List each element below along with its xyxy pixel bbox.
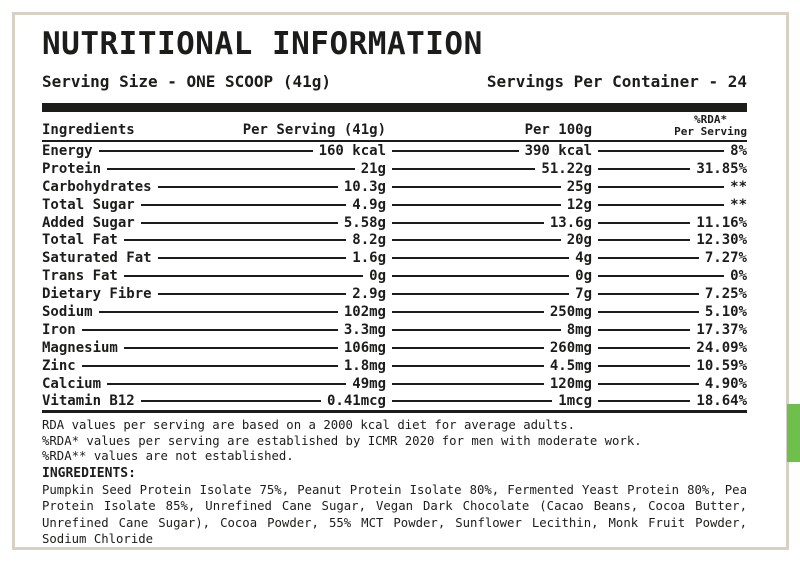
table-row	[42, 392, 747, 410]
table-rows	[42, 142, 747, 410]
table-row	[42, 375, 747, 393]
leader-line	[158, 293, 347, 295]
row-per-100g: 260mg	[549, 339, 592, 356]
leader-line	[141, 222, 338, 224]
row-name: Vitamin B12	[42, 393, 135, 410]
row-per-100g: 8mg	[566, 321, 592, 338]
table-bottom-rule	[42, 410, 747, 413]
row-name: Trans Fat	[42, 268, 118, 285]
leader-line	[99, 311, 338, 313]
leader-line	[598, 257, 699, 259]
row-rda: 11.16%	[696, 214, 747, 231]
leader-line	[124, 239, 346, 241]
leader-line	[158, 186, 338, 188]
leader-line	[392, 168, 535, 170]
row-per-serving: 21g	[360, 160, 386, 177]
leader-line	[598, 150, 724, 152]
row-per-100g: 4.5mg	[549, 357, 592, 374]
ingredients-text: Pumpkin Seed Protein Isolate 75%, Peanut Protein Isolate 80%, Fermented Yeast Protein 80%, Pea Protein Isolate 85%, Unrefined Cane Sugar, Vegan Dark Chocolate (Cacao Beans, Cocoa Butter, Unrefined Cane Sugar), Cocoa Powder, 55% MCT Powder, Sunflower Lecithin, Monk Fruit Powder, Sodium Chloride	[42, 483, 747, 546]
page-title: NUTRITIONAL INFORMATION	[42, 26, 483, 62]
row-per-100g: 20g	[566, 232, 592, 249]
serving-size-text: Serving Size - ONE SCOOP (41g)	[42, 72, 331, 91]
label-frame	[12, 12, 789, 550]
table-row	[42, 231, 747, 249]
table-row	[42, 249, 747, 267]
leader-line	[598, 311, 699, 313]
row-name: Magnesium	[42, 339, 118, 356]
leader-line	[107, 168, 355, 170]
notes	[42, 418, 747, 465]
row-per-serving: 8.2g	[352, 232, 386, 249]
row-name: Protein	[42, 160, 102, 177]
row-rda: 8%	[730, 142, 747, 159]
row-name: Sodium	[42, 303, 93, 320]
leader-line	[598, 400, 690, 402]
row-name: Carbohydrates	[42, 178, 152, 195]
table-row	[42, 339, 747, 357]
leader-line	[598, 383, 699, 385]
row-per-serving: 49mg	[352, 375, 386, 392]
leader-line	[598, 275, 724, 277]
leader-line	[392, 239, 561, 241]
row-name: Calcium	[42, 375, 102, 392]
row-per-serving: 4.9g	[352, 196, 386, 213]
row-per-serving: 10.3g	[343, 178, 386, 195]
table-header	[42, 114, 747, 138]
row-per-serving: 0g	[369, 268, 386, 285]
table-top-bar	[42, 103, 747, 112]
row-rda: 10.59%	[696, 357, 747, 374]
leader-line	[392, 311, 544, 313]
row-rda: **	[730, 196, 747, 213]
row-per-100g: 120mg	[549, 375, 592, 392]
row-name: Saturated Fat	[42, 250, 152, 267]
table-row	[42, 303, 747, 321]
leader-line	[107, 383, 346, 385]
green-accent-tab	[787, 404, 800, 462]
leader-line	[124, 275, 363, 277]
leader-line	[598, 293, 699, 295]
table-row	[42, 160, 747, 178]
header-col-per-100g	[386, 122, 592, 138]
note-line: RDA values per serving are based on a 2000 kcal diet for average adults.	[42, 418, 576, 433]
row-per-100g: 1mcg	[558, 393, 592, 410]
row-per-100g: 0g	[575, 268, 592, 285]
leader-line	[598, 329, 690, 331]
table-row	[42, 214, 747, 232]
serving-row	[42, 72, 747, 91]
row-per-serving: 5.58g	[343, 214, 386, 231]
leader-line	[598, 204, 724, 206]
leader-line	[392, 150, 519, 152]
row-rda: 7.27%	[704, 250, 747, 267]
row-per-100g: 12g	[566, 196, 592, 213]
leader-line	[124, 347, 338, 349]
row-rda: 18.64%	[696, 393, 747, 410]
col-ingredients: Ingredients	[42, 122, 135, 138]
col-rda-line1: %RDA*	[694, 113, 728, 126]
leader-line	[392, 347, 544, 349]
leader-line	[392, 204, 561, 206]
row-per-100g: 25g	[566, 178, 592, 195]
row-name: Total Sugar	[42, 196, 135, 213]
leader-line	[598, 186, 724, 188]
leader-line	[598, 168, 690, 170]
row-per-100g: 51.22g	[541, 160, 592, 177]
leader-line	[99, 150, 313, 152]
row-per-100g: 13.6g	[549, 214, 592, 231]
row-per-serving: 3.3mg	[343, 321, 386, 338]
row-per-serving: 106mg	[343, 339, 386, 356]
leader-line	[392, 383, 544, 385]
row-rda: 7.25%	[704, 286, 747, 303]
col-rda-line2: Per Serving	[674, 125, 747, 138]
row-rda: 4.90%	[704, 375, 747, 392]
row-rda: 12.30%	[696, 232, 747, 249]
leader-line	[141, 204, 347, 206]
row-per-serving: 1.8mg	[343, 357, 386, 374]
leader-line	[598, 365, 690, 367]
row-rda: 24.09%	[696, 339, 747, 356]
leader-line	[392, 275, 569, 277]
col-rda	[674, 114, 747, 138]
leader-line	[392, 186, 561, 188]
row-rda: 31.85%	[696, 160, 747, 177]
table-row	[42, 321, 747, 339]
row-per-serving: 0.41mcg	[326, 393, 386, 410]
row-name: Dietary Fibre	[42, 286, 152, 303]
col-per-100g: Per 100g	[524, 122, 592, 138]
row-rda: **	[730, 178, 747, 195]
leader-line	[598, 239, 690, 241]
row-per-100g: 390 kcal	[524, 142, 592, 159]
row-name: Energy	[42, 142, 93, 159]
header-col-rda	[592, 114, 747, 138]
leader-line	[392, 222, 544, 224]
leader-line	[392, 293, 569, 295]
note-line: %RDA* values per serving are established by ICMR 2020 for men with moderate work.	[42, 433, 642, 448]
row-rda: 0%	[730, 268, 747, 285]
note-line: %RDA** values are not established.	[42, 449, 294, 464]
table-row	[42, 267, 747, 285]
table-row	[42, 285, 747, 303]
leader-line	[82, 329, 338, 331]
row-per-serving: 102mg	[343, 303, 386, 320]
leader-line	[392, 365, 544, 367]
leader-line	[141, 400, 321, 402]
table-row	[42, 142, 747, 160]
ingredients-heading: INGREDIENTS:	[42, 465, 136, 481]
leader-line	[392, 257, 569, 259]
row-per-serving: 160 kcal	[318, 142, 386, 159]
servings-per-container-text: Servings Per Container - 24	[486, 72, 747, 91]
row-per-100g: 250mg	[549, 303, 592, 320]
row-name: Added Sugar	[42, 214, 135, 231]
header-col-left	[42, 122, 386, 138]
row-name: Iron	[42, 321, 76, 338]
row-name: Total Fat	[42, 232, 118, 249]
table-row	[42, 178, 747, 196]
leader-line	[392, 329, 561, 331]
row-name: Zinc	[42, 357, 76, 374]
leader-line	[598, 347, 690, 349]
table-row	[42, 357, 747, 375]
leader-line	[598, 222, 690, 224]
leader-line	[392, 400, 552, 402]
row-per-100g: 4g	[575, 250, 592, 267]
col-per-serving: Per Serving (41g)	[242, 122, 386, 138]
row-per-100g: 7g	[575, 286, 592, 303]
table-row	[42, 196, 747, 214]
row-per-serving: 1.6g	[352, 250, 386, 267]
row-rda: 17.37%	[696, 321, 747, 338]
row-rda: 5.10%	[704, 303, 747, 320]
leader-line	[82, 365, 338, 367]
leader-line	[158, 257, 347, 259]
row-per-serving: 2.9g	[352, 286, 386, 303]
